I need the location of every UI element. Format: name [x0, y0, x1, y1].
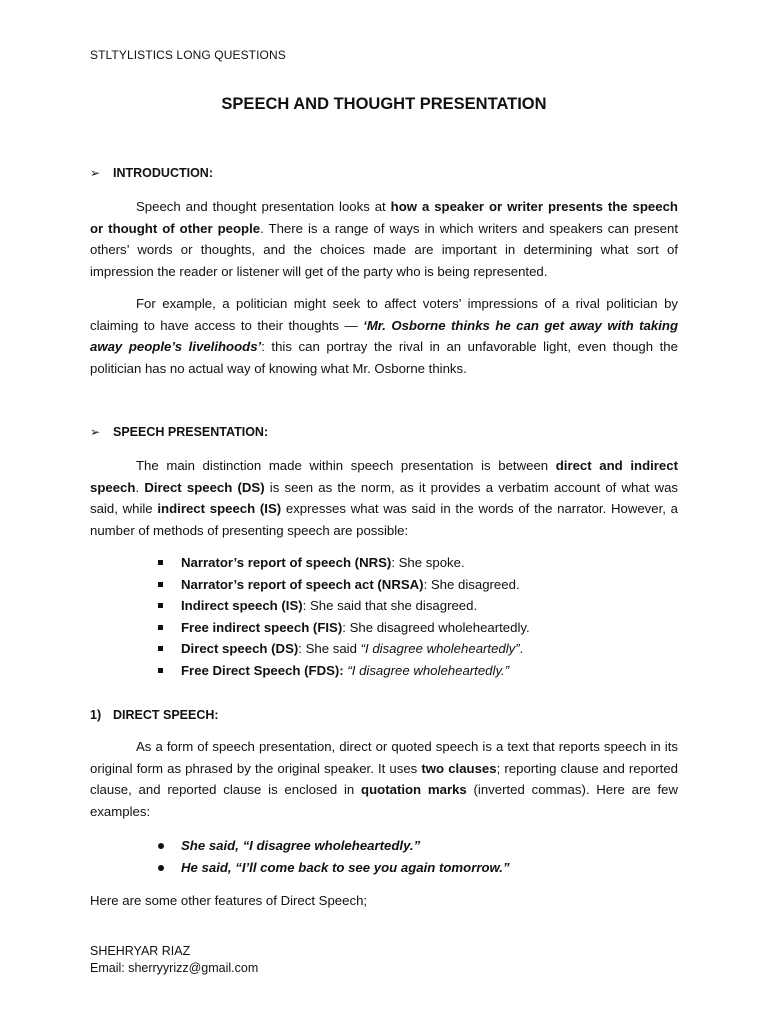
round-bullet-icon: [158, 843, 164, 849]
text-run: Speech and thought presentation looks at: [136, 199, 391, 214]
bold-run: direct and indirect speech: [90, 458, 678, 495]
ending: .: [519, 641, 524, 657]
term: Free Direct Speech (FDS):: [181, 662, 344, 678]
separator: :: [423, 576, 431, 592]
bold-italic-quote: ‘Mr. Osborne thinks he can get away with taking away people’s livelihoods’: [90, 317, 678, 355]
bold-run: Direct speech (DS): [144, 479, 265, 495]
speech-presentation-heading-text: SPEECH PRESENTATION:: [113, 425, 269, 439]
term: Narrator’s report of speech act (NRSA): [181, 576, 424, 592]
running-header: STLTYLISTICS LONG QUESTIONS: [90, 48, 286, 62]
direct-speech-paragraph: [90, 736, 678, 822]
page-footer: [90, 943, 258, 977]
text-run: As a form of speech presentation, direct or quoted speech is a text that reports speech in its original form as phrased by the original speaker. It uses: [90, 739, 678, 776]
direct-speech-examples-list: [158, 835, 510, 878]
text-run: (inverted commas). Here are few examples:: [90, 782, 678, 819]
bold-run: indirect speech (IS): [157, 501, 282, 517]
section-heading-introduction: [90, 166, 213, 180]
bold-run: how a speaker or writer presents the speech or thought of other people: [90, 199, 678, 236]
section-number: 1): [90, 708, 102, 722]
text-run: The main distinction made within speech presentation is between: [136, 458, 556, 473]
example-quote: She said, “I disagree wholeheartedly.”: [181, 838, 421, 853]
bold-run: quotation marks: [361, 782, 467, 798]
italic-quote: “I disagree wholeheartedly”: [360, 641, 520, 657]
speech-presentation-paragraph: [90, 455, 678, 541]
text-run: ; reporting clause and reported clause, and reported clause is enclosed in: [90, 760, 679, 798]
example: She said that she disagreed.: [309, 598, 478, 614]
square-bullet-icon: [158, 603, 163, 608]
term: Direct speech (DS): [181, 641, 299, 657]
italic-quote: “I disagree wholeheartedly.”: [347, 662, 510, 678]
term: Indirect speech (IS): [181, 598, 303, 614]
text-run: .: [135, 479, 145, 495]
term: Free indirect speech (FIS): [181, 619, 343, 635]
example: She disagreed.: [430, 576, 520, 592]
example: She disagreed wholeheartedly.: [349, 619, 530, 635]
footer-author: SHEHRYAR RIAZ: [90, 944, 191, 958]
section-heading-speech-presentation: [90, 425, 268, 439]
example-quote: He said, “I’ll come back to see you again tomorrow.”: [181, 859, 510, 875]
separator: :: [342, 619, 350, 635]
footer-email: Email: sherryyrizz@gmail.com: [90, 961, 259, 975]
list-item: [158, 552, 530, 574]
separator: :: [391, 555, 399, 570]
arrow-bullet-icon: ➢: [90, 166, 101, 180]
square-bullet-icon: [158, 668, 163, 673]
term: Narrator’s report of speech (NRS): [181, 555, 392, 570]
separator: :: [302, 598, 310, 614]
list-item: [158, 857, 510, 879]
speech-methods-list: [158, 552, 530, 682]
text-run: expresses what was said in the words of the narrator. However, a number of methods of presenting speech are possible:: [90, 501, 678, 538]
arrow-bullet-icon: ➢: [90, 425, 101, 439]
text-run: is seen as the norm, as it provides a verbatim account of what was said, while: [90, 479, 679, 517]
square-bullet-icon: [158, 582, 163, 587]
section-heading-direct-speech: [90, 708, 219, 722]
list-item: [158, 660, 530, 682]
round-bullet-icon: [158, 865, 164, 871]
page-title: SPEECH AND THOUGHT PRESENTATION: [221, 95, 547, 113]
text-run: . There is a range of ways in which writers and speakers can present others’ words or thoughts, and the choices made are important in determining what sort of impression the reader or listener will get of the party who is being represented.: [90, 220, 678, 279]
introduction-paragraph-1: [90, 196, 678, 282]
separator: :: [298, 641, 306, 657]
introduction-heading-text: INTRODUCTION:: [113, 166, 213, 180]
direct-speech-closing: Here are some other features of Direct Speech;: [90, 893, 368, 908]
example: She said: [305, 641, 361, 657]
introduction-paragraph-2: [90, 293, 678, 379]
list-item: [158, 638, 530, 660]
bold-run: two clauses: [421, 760, 497, 776]
square-bullet-icon: [158, 560, 163, 565]
list-item: [158, 574, 530, 596]
list-item: [158, 617, 530, 639]
list-item: [158, 595, 530, 617]
direct-speech-heading-text: DIRECT SPEECH:: [113, 708, 219, 722]
square-bullet-icon: [158, 646, 163, 651]
square-bullet-icon: [158, 625, 163, 630]
text-run: : this can portray the rival in an unfavorable light, even though the politician has no actual way of knowing what Mr. Osborne thinks.: [90, 339, 678, 376]
list-item: [158, 835, 510, 857]
text-run: For example, a politician might seek to affect voters’ impressions of a rival politician by claiming to have access to their thoughts —: [90, 296, 678, 333]
example: She spoke.: [398, 555, 465, 570]
